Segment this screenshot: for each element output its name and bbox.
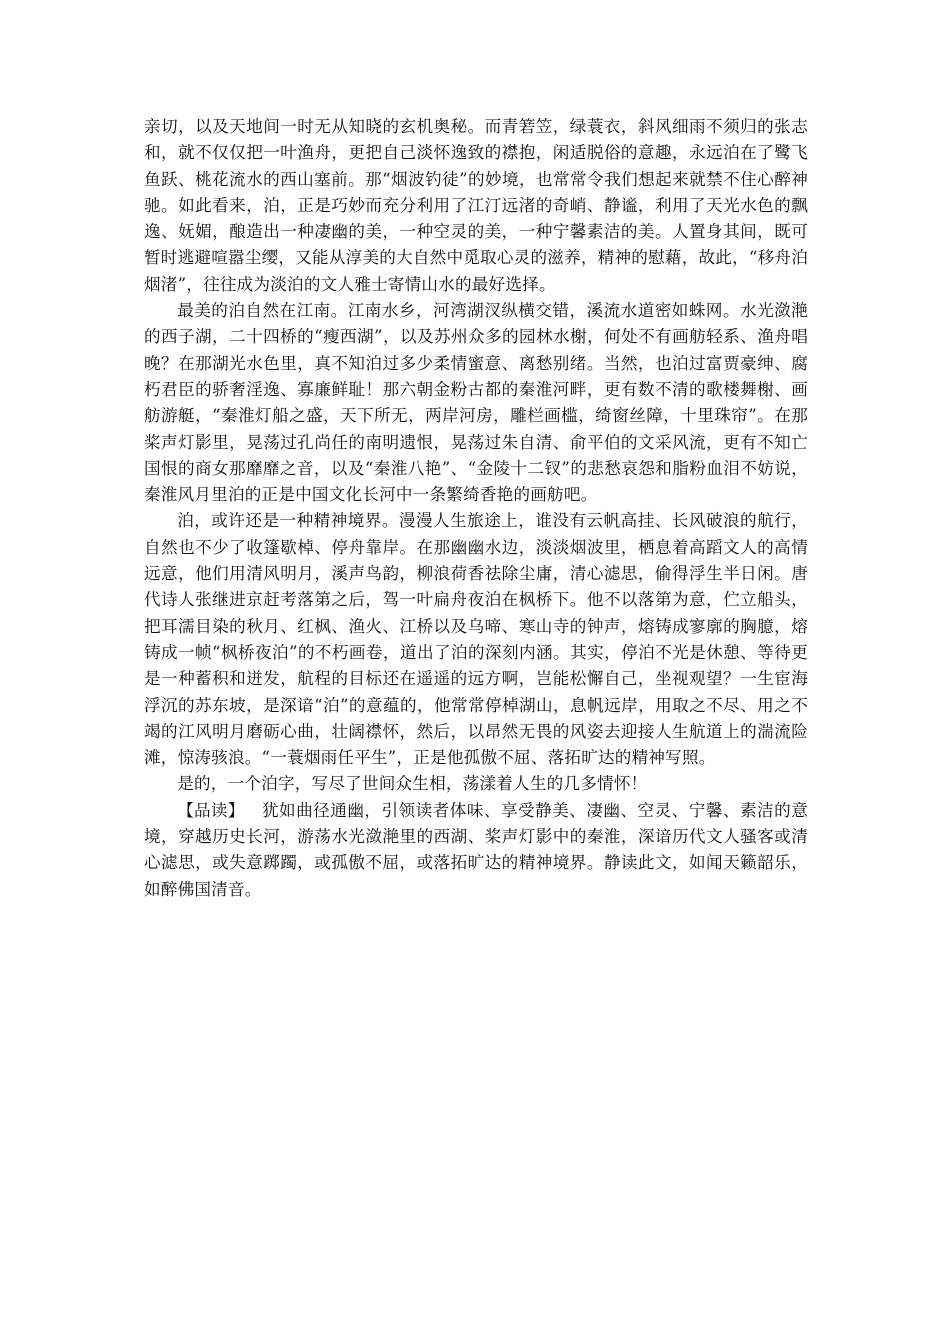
paragraph-4: 是的，一个泊字，写尽了世间众生相，荡漾着人生的几多情怀！ bbox=[177, 774, 648, 794]
commentary-label: 【品读】 bbox=[177, 800, 245, 820]
commentary-paragraph bbox=[144, 798, 808, 903]
paragraph-1: 亲切，以及天地间一时无从知晓的玄机奥秘。而青箬笠，绿蓑衣，斜风细雨不须归的张志和，就不仅仅把一叶渔舟，更把自己淡怀逸致的襟抱，闲适脱俗的意趣，永远泊在了鹭飞鱼跃、桃花流水的西山塞前。那“烟波钓徒”的妙境，也常常令我们想起来就禁不住心醉神驰。如此看来，泊，正是巧妙而充分利用了江汀远渚的奇峭、静谧，利用了天光水色的飘逸、妩媚，酿造出一种凄幽的美，一种空灵的美，一种宁馨素洁的美。人置身其间，既可暂时逃避喧嚣尘缨，又能从淳美的大自然中觅取心灵的滋养，精神的慰藉，故此，“移舟泊烟渚”，往往成为淡泊的文人雅士寄情山水的最好选择。 bbox=[144, 117, 808, 294]
commentary-text: 犹如曲径通幽，引领读者体味、享受静美、凄幽、空灵、宁馨、素洁的意境，穿越历史长河，游荡水光潋滟里的西湖、桨声灯影中的秦淮，深谙历代文人骚客或清心滤思，或失意踯躅，或孤傲不屈，或落拓旷达的精神境界。静读此文，如闻天籁韶乐，如醉佛国清音。 bbox=[144, 800, 808, 899]
paragraph-3: 泊，或许还是一种精神境界。漫漫人生旅途上，谁没有云帆高挂、长风破浪的航行，自然也不少了收篷歇棹、停舟靠岸。在那幽幽水边，淡淡烟波里，栖息着高蹈文人的高情远意，他们用清风明月，溪声鸟韵，柳浪荷香祛除尘庸，清心滤思，偷得浮生半日闲。唐代诗人张继进京赶考落第之后，驾一叶扁舟夜泊在枫桥下。他不以落第为意，伫立船头，把耳濡目染的秋月、红枫、渔火、江桥以及乌啼、寒山寺的钟声，熔铸成寥廓的胸臆，熔铸成一帧“枫桥夜泊”的不朽画卷，道出了泊的深刻内涵。其实，停泊不光是休憩、等待更是一种蓄积和迸发，航程的目标还在遥遥的远方啊，岂能松懈自己，坐视观望？一生宦海浮沉的苏东坡，是深谙“泊”的意蕴的，他常常停棹湖山，息帆远岸，用取之不尽、用之不竭的江风明月磨砺心曲，壮阔襟怀，然后，以昂然无畏的风姿去迎接人生航道上的湍流险滩，惊涛骇浪。“一蓑烟雨任平生”，正是他孤傲不屈、落拓旷达的精神写照。 bbox=[144, 511, 808, 768]
document-page bbox=[144, 114, 808, 903]
paragraph-2: 最美的泊自然在江南。江南水乡，河湾湖汊纵横交错，溪流水道密如蛛网。水光潋滟的西子湖，二十四桥的“瘦西湖”，以及苏州众多的园林水榭，何处不有画舫轻系、渔舟唱晚？在那湖光水色里，真不知泊过多少柔情蜜意、离愁别绪。当然，也泊过富贾豪绅、腐朽君臣的骄奢淫逸、寡廉鲜耻！那六朝金粉古都的秦淮河畔，更有数不清的歌楼舞榭、画舫游艇，“秦淮灯船之盛，天下所无，两岸河房，雕栏画槛，绮窗丝障，十里珠帘”。在那桨声灯影里，晃荡过孔尚任的南明遗恨，晃荡过朱自清、俞平伯的文采风流，更有不知亡国恨的商女那靡靡之音，以及“秦淮八艳”、“金陵十二钗”的悲愁哀怨和脂粉血泪不妨说，秦淮风月里泊的正是中国文化长河中一条繁绮香艳的画舫吧。 bbox=[144, 301, 808, 505]
